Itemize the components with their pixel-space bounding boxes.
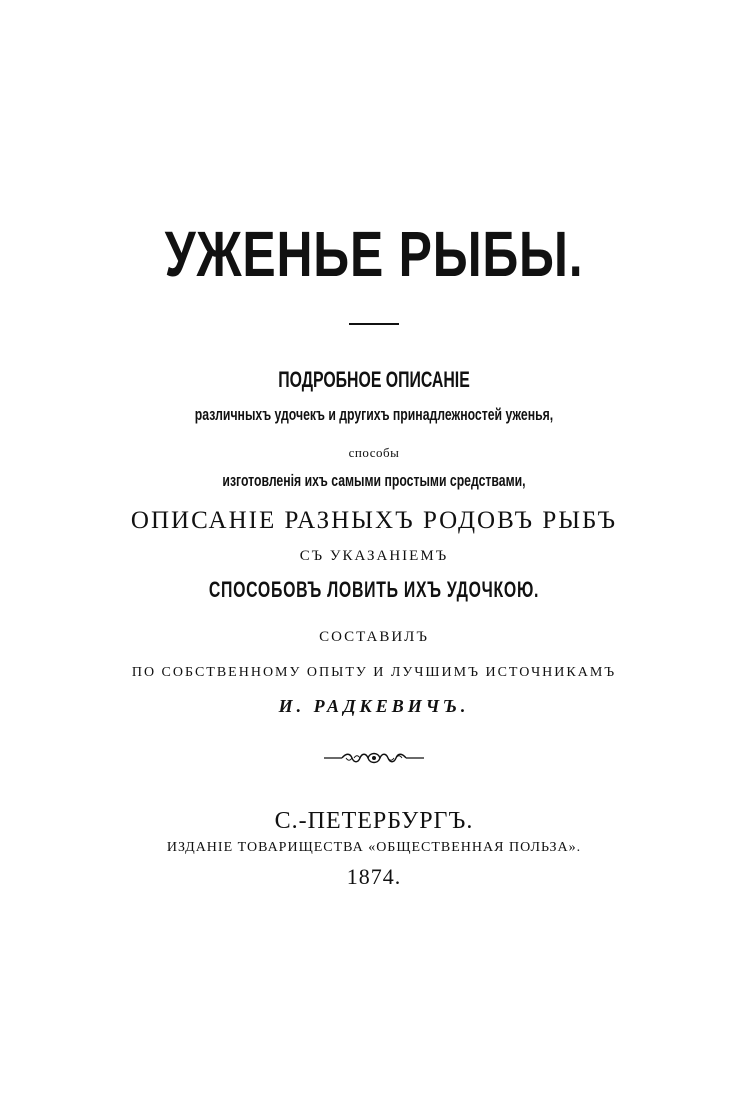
subtitle-with-indication: СЪ УКАЗАНІЕМЪ bbox=[299, 548, 449, 564]
compiled-sources: ПО СОБСТВЕННОМУ ОПЫТУ И ЛУЧШИМЪ ИСТОЧНИКАМЪ bbox=[131, 665, 617, 680]
ornament-divider-icon bbox=[324, 750, 424, 766]
author-name: И. РАДКЕВИЧЪ. bbox=[278, 696, 470, 716]
subtitle-fish-kinds: ОПИСАНІЕ РАЗНЫХЪ РОДОВЪ РЫБЪ bbox=[130, 507, 618, 534]
imprint-city: С.-ПЕТЕРБУРГЪ. bbox=[274, 808, 474, 834]
imprint-year: 1874. bbox=[346, 864, 402, 889]
subtitle-various-rods: различныхъ удочекъ и другихъ принадлежностей уженья, bbox=[194, 405, 554, 424]
compiled-by-label: СОСТАВИЛЪ bbox=[319, 629, 429, 645]
subtitle-making: изготовленія ихъ самыми простыми средствами, bbox=[222, 471, 526, 490]
book-title: УЖЕНЬЕ РЫБЫ. bbox=[164, 218, 584, 290]
subtitle-detailed-description: ПОДРОБНОЕ ОПИСАНІЕ bbox=[278, 367, 470, 392]
subtitle-catching-methods: СПОСОБОВЪ ЛОВИТЬ ИХЪ УДОЧКОЮ. bbox=[208, 577, 540, 602]
title-divider-rule bbox=[349, 323, 399, 325]
subtitle-methods: способы bbox=[348, 445, 400, 460]
imprint-publisher: ИЗДАНІЕ ТОВАРИЩЕСТВА «ОБЩЕСТВЕННАЯ ПОЛЬЗА». bbox=[166, 840, 582, 855]
